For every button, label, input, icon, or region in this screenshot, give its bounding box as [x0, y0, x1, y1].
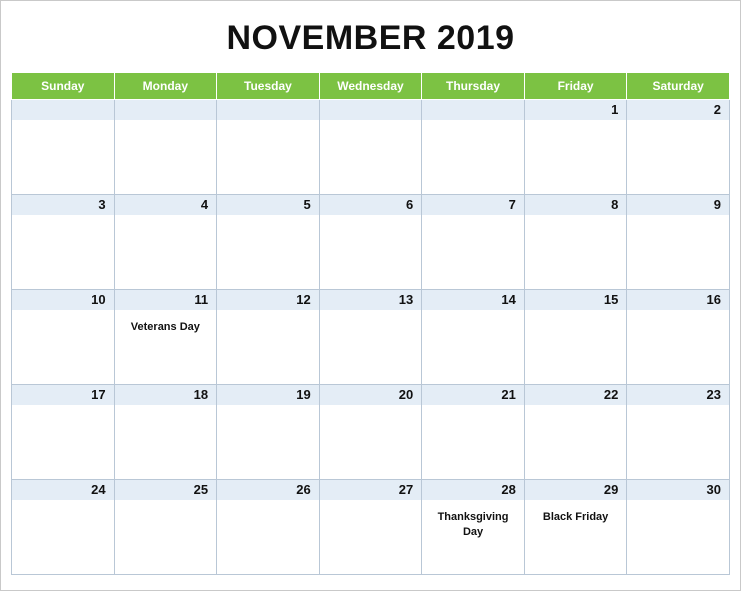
day-number — [115, 100, 217, 120]
day-event — [627, 500, 729, 510]
day-cell[interactable] — [217, 480, 320, 575]
calendar-week-row — [12, 480, 730, 575]
day-number: 10 — [12, 290, 114, 310]
day-number: 13 — [320, 290, 422, 310]
day-event — [320, 405, 422, 415]
day-event — [525, 405, 627, 415]
day-number: 5 — [217, 195, 319, 215]
day-cell[interactable] — [524, 195, 627, 290]
day-cell[interactable] — [114, 100, 217, 195]
day-cell[interactable] — [627, 195, 730, 290]
day-cell[interactable] — [12, 290, 115, 385]
day-event — [320, 310, 422, 320]
day-number: 8 — [525, 195, 627, 215]
day-event — [217, 310, 319, 320]
day-cell[interactable] — [12, 100, 115, 195]
weekday-header-wednesday: Wednesday — [319, 73, 422, 100]
day-cell[interactable] — [12, 480, 115, 575]
weekday-header-sunday: Sunday — [12, 73, 115, 100]
day-cell[interactable] — [627, 290, 730, 385]
day-event — [115, 120, 217, 130]
day-number: 30 — [627, 480, 729, 500]
day-event — [12, 500, 114, 510]
weekday-header-tuesday: Tuesday — [217, 73, 320, 100]
day-event — [525, 120, 627, 130]
day-cell[interactable] — [627, 385, 730, 480]
day-event — [525, 215, 627, 225]
day-event — [627, 310, 729, 320]
day-event — [12, 405, 114, 415]
day-number: 21 — [422, 385, 524, 405]
day-number: 16 — [627, 290, 729, 310]
day-event — [627, 120, 729, 130]
day-number: 26 — [217, 480, 319, 500]
day-number: 7 — [422, 195, 524, 215]
day-number: 23 — [627, 385, 729, 405]
calendar-header-row — [12, 73, 730, 100]
day-cell[interactable] — [319, 290, 422, 385]
day-cell[interactable] — [422, 480, 525, 575]
day-event — [320, 120, 422, 130]
weekday-header-friday: Friday — [524, 73, 627, 100]
day-event: Thanksgiving Day — [437, 511, 509, 538]
day-cell[interactable] — [524, 385, 627, 480]
day-number: 2 — [627, 100, 729, 120]
day-cell[interactable] — [319, 100, 422, 195]
day-number: 1 — [525, 100, 627, 120]
day-cell[interactable] — [422, 290, 525, 385]
day-number — [12, 100, 114, 120]
day-number: 15 — [525, 290, 627, 310]
day-cell[interactable] — [12, 385, 115, 480]
calendar-week-row — [12, 290, 730, 385]
day-number: 20 — [320, 385, 422, 405]
day-number: 18 — [115, 385, 217, 405]
day-cell[interactable] — [319, 480, 422, 575]
day-cell[interactable] — [114, 385, 217, 480]
day-event — [115, 405, 217, 415]
day-cell[interactable] — [627, 100, 730, 195]
day-cell[interactable] — [524, 480, 627, 575]
day-cell[interactable] — [319, 385, 422, 480]
day-number: 28 — [422, 480, 524, 500]
weekday-header-thursday: Thursday — [422, 73, 525, 100]
day-event — [422, 405, 524, 415]
day-event — [217, 405, 319, 415]
day-number: 3 — [12, 195, 114, 215]
day-event — [422, 215, 524, 225]
day-number — [320, 100, 422, 120]
day-cell[interactable] — [422, 195, 525, 290]
day-event — [12, 310, 114, 320]
calendar-table — [11, 72, 730, 575]
calendar-week-row — [12, 195, 730, 290]
day-event: Veterans Day — [130, 321, 200, 333]
day-number: 4 — [115, 195, 217, 215]
day-cell[interactable] — [524, 100, 627, 195]
day-cell[interactable] — [217, 290, 320, 385]
day-number: 25 — [115, 480, 217, 500]
day-event — [217, 500, 319, 510]
day-event — [627, 405, 729, 415]
day-event — [115, 500, 217, 510]
day-cell[interactable] — [627, 480, 730, 575]
day-number — [217, 100, 319, 120]
day-number: 14 — [422, 290, 524, 310]
day-event — [12, 120, 114, 130]
weekday-header-monday: Monday — [114, 73, 217, 100]
day-number: 29 — [525, 480, 627, 500]
day-number: 27 — [320, 480, 422, 500]
day-number: 19 — [217, 385, 319, 405]
day-number: 24 — [12, 480, 114, 500]
day-number — [422, 100, 524, 120]
day-cell[interactable] — [217, 195, 320, 290]
day-event — [115, 215, 217, 225]
day-cell[interactable] — [524, 290, 627, 385]
day-number: 17 — [12, 385, 114, 405]
day-cell[interactable] — [422, 100, 525, 195]
calendar-body — [12, 100, 730, 575]
day-cell[interactable] — [114, 195, 217, 290]
day-number: 12 — [217, 290, 319, 310]
day-event — [217, 120, 319, 130]
weekday-header-saturday: Saturday — [627, 73, 730, 100]
calendar-week-row — [12, 385, 730, 480]
day-event — [12, 215, 114, 225]
calendar-week-row — [12, 100, 730, 195]
day-cell[interactable] — [217, 100, 320, 195]
day-cell[interactable] — [319, 195, 422, 290]
day-event — [320, 500, 422, 510]
day-number: 9 — [627, 195, 729, 215]
day-cell[interactable] — [114, 290, 217, 385]
day-event — [217, 215, 319, 225]
day-event — [320, 215, 422, 225]
day-event — [422, 310, 524, 320]
day-cell[interactable] — [12, 195, 115, 290]
day-number: 22 — [525, 385, 627, 405]
day-event — [627, 215, 729, 225]
day-event — [525, 310, 627, 320]
day-number: 11 — [115, 290, 217, 310]
day-event: Black Friday — [542, 511, 609, 523]
day-event — [422, 120, 524, 130]
page-title: NOVEMBER 2019 — [226, 19, 515, 57]
day-cell[interactable] — [422, 385, 525, 480]
day-number: 6 — [320, 195, 422, 215]
day-cell[interactable] — [114, 480, 217, 575]
day-cell[interactable] — [217, 385, 320, 480]
